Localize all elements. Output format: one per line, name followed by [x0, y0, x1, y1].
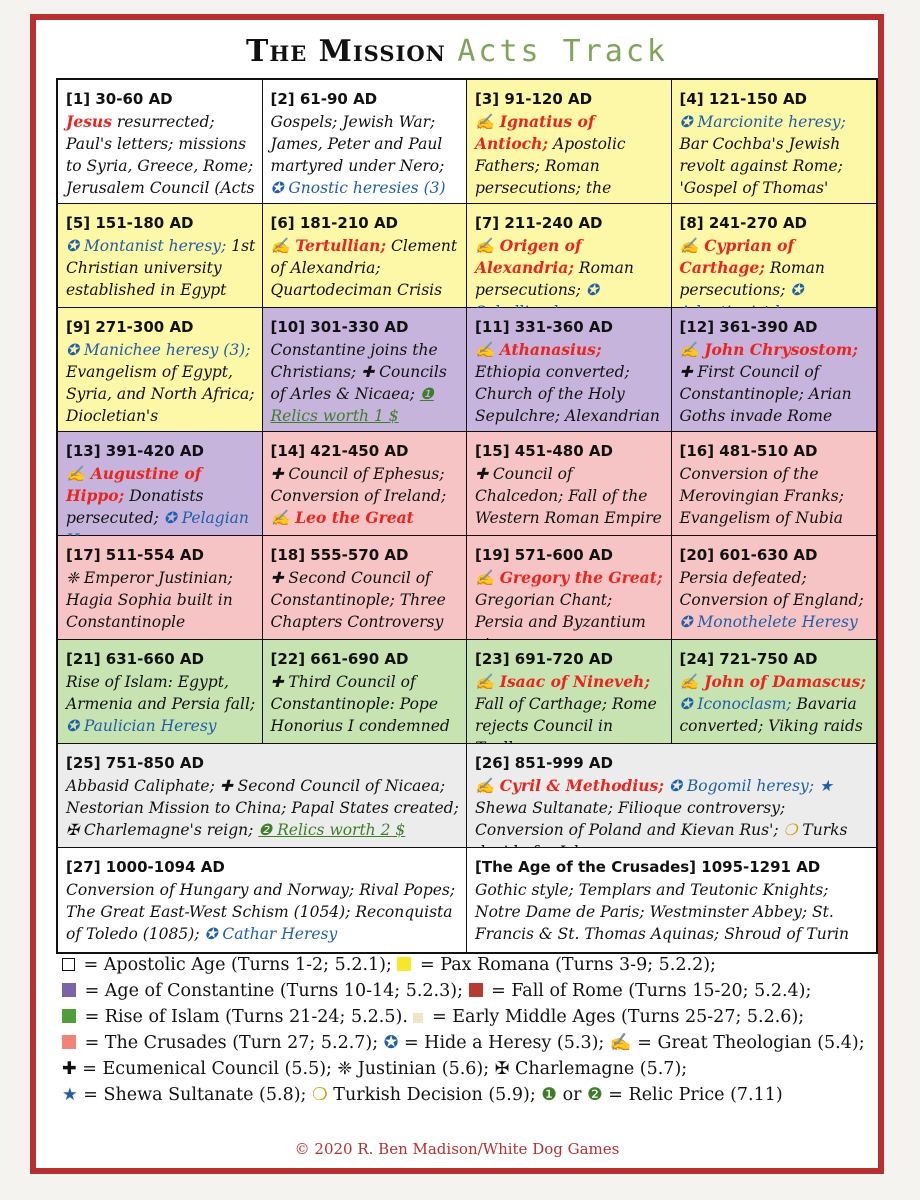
cell-header: [20] 601-630 AD [679, 546, 818, 564]
cell-text: ❷ Relics worth 2 $ [258, 821, 406, 839]
legend-text: = Fall of Rome (Turns 15-20; 5.2.4); [485, 981, 812, 1001]
cell-text: Ethiopia converted; Church of the Holy Sepulchre; Alexandrian [475, 363, 660, 425]
cell-text: ❶ Relics worth 1 $ [270, 385, 434, 425]
legend-line [62, 1030, 882, 1056]
title-main: The Mission [246, 34, 446, 69]
cell-text: ✍ John of Damascus; [679, 672, 867, 691]
legend-text: ❈ [337, 1059, 353, 1079]
cell-text: ✪ [790, 281, 804, 299]
cell-body [475, 463, 665, 529]
cell-header: [22] 661-690 AD [270, 650, 409, 668]
cell-header: [14] 421-450 AD [270, 442, 409, 460]
legend-swatch [62, 1009, 76, 1023]
cell-text: ✪ [585, 281, 599, 299]
cell-header: [3] 91-120 AD [475, 90, 593, 108]
cell-text: ✚ Council of Chalcedon; Fall of the Western Roman Empire [475, 465, 662, 527]
cell-text: ✪ Pelagian [163, 509, 249, 527]
cell-text: Jesus [66, 112, 112, 131]
legend-line [62, 1056, 882, 1082]
track-cell [58, 204, 263, 308]
legend-swatch [62, 983, 76, 997]
legend-text: = Ecumenical Council (5.5); [76, 1059, 338, 1079]
title-accent: Acts Track [457, 34, 668, 69]
legend-line [62, 978, 882, 1004]
cell-header: [18] 555-570 AD [270, 546, 409, 564]
legend [62, 952, 882, 1108]
track-cell [467, 308, 672, 432]
cell-body [66, 879, 460, 945]
track-cell [672, 308, 877, 432]
cell-header: [11] 331-360 AD [475, 318, 613, 336]
cell-text: ✚ Second Council of Constantinople; Three Chapters Controversy [270, 569, 446, 631]
track-cell [467, 204, 672, 308]
cell-text: ★ [818, 777, 833, 795]
legend-line [62, 1082, 882, 1108]
cell-text: ✪ Gnostic heresies (3) [270, 179, 446, 197]
cell-text: ✚ Third Council of Constantinople: Pope Honorius I condemned [270, 673, 450, 735]
cell-text: Conversion of Hungary and Norway; Rival Popes; The Great East-West Schism (1054); Reconquista of Toledo (1085); [66, 881, 456, 943]
cell-text: ✪ Montanist heresy; [66, 237, 227, 255]
legend-text: ❍ [312, 1085, 328, 1105]
cell-header: [23] 691-720 AD [475, 650, 613, 668]
cell-text: ✪ Manichee heresy (3); [66, 341, 251, 359]
track-cell [467, 848, 876, 952]
cell-text: Roman persecutions; [475, 259, 634, 299]
cell-text: Fall of Carthage; Rome rejects Council in [475, 695, 657, 735]
track-cell [467, 744, 876, 848]
legend-swatch [397, 957, 411, 971]
cell-text: ✚ Council of Ephesus; Conversion of Ireland; [270, 465, 447, 505]
cell-header: [27] 1000-1094 AD [66, 858, 225, 876]
cell-header: [26] 851-999 AD [475, 754, 613, 772]
legend-text: ✍ [609, 1033, 632, 1053]
legend-swatch [62, 958, 75, 971]
legend-text: ✚ [62, 1059, 77, 1079]
cell-text: Apostolic Fathers; Roman persecutions; the [475, 135, 626, 197]
cell-text: ✪ Marcionite heresy; [679, 113, 846, 131]
cell-header: [15] 451-480 AD [475, 442, 613, 460]
cell-text: Donatists persecuted; [66, 487, 204, 527]
page-frame [30, 14, 884, 1174]
cell-text: ✍ Tertullian; [270, 236, 387, 255]
cell-header: [2] 61-90 AD [270, 90, 378, 108]
cell-header: [10] 301-330 AD [270, 318, 409, 336]
track-cell [58, 80, 263, 204]
cell-text: ✍ Gregory the Great; [475, 568, 663, 587]
cell-text: ✪ Bogomil heresy; [668, 777, 815, 795]
track-cell [58, 744, 467, 848]
legend-text: Turkish Decision (5.9); [327, 1085, 542, 1105]
cell-text: Shewa Sultanate; Filioque controversy; Conversion of Poland and Kievan Rus'; [475, 799, 786, 839]
cell-text: Gothic style; Templars and Teutonic Knights; Notre Dame de Paris; Westminster Abbey; St. Francis & St. Thomas Aquinas; Shroud of Turin [475, 881, 850, 943]
cell-text: ✍ Cyprian of Carthage; [679, 236, 795, 277]
track-cell [263, 80, 468, 204]
cell-header: [21] 631-660 AD [66, 650, 204, 668]
cell-text: Evangelism of Egypt, Syria, and North Africa; Diocletian's [66, 363, 255, 425]
legend-text: = Shewa Sultanate (5.8); [77, 1085, 313, 1105]
legend-swatch [62, 1035, 76, 1049]
cell-text: Abbasid Caliphate; ✚ Second Council of Nicaea; Nestorian Mission to China; Papal States created; ✠ Charlemagne's reign; [66, 777, 459, 839]
cell-body [680, 463, 871, 529]
cell-text: Rise of Islam: Egypt, Armenia and Persia fall; [66, 673, 256, 713]
cell-text: ✍ Origen of Alexandria; [475, 236, 582, 277]
cell-text: Gospels; Jewish War; James, Peter and Paul martyred under Nero; [270, 113, 445, 175]
legend-text: = Great Theologian (5.4); [631, 1033, 865, 1053]
cell-body [271, 463, 461, 529]
track-cell [467, 536, 672, 640]
cell-body [271, 671, 461, 737]
cell-text: 1st Christian university established in Egypt [66, 237, 256, 299]
track-cell [672, 204, 877, 308]
legend-text: or [557, 1085, 588, 1105]
cell-header: [9] 271-300 AD [66, 318, 194, 336]
cell-text: ✚ First Council of Constantinople; Arian Goths invade Rome [679, 363, 852, 425]
track-cell [467, 640, 672, 744]
cell-body [680, 111, 871, 199]
legend-text: = Hide a Heresy (5.3); [398, 1033, 610, 1053]
track-cell [263, 204, 468, 308]
cell-body [66, 235, 256, 301]
legend-text: Justinian (5.6); [352, 1059, 495, 1079]
cell-body [66, 567, 256, 633]
cell-header: [25] 751-850 AD [66, 754, 204, 772]
cell-header: [8] 241-270 AD [679, 214, 807, 232]
track-cell [58, 640, 263, 744]
cell-body [66, 775, 460, 841]
cell-body [680, 671, 871, 737]
cell-text: ✍ Isaac of Nineveh; [475, 672, 651, 691]
cell-text: ✪ Paulician Heresy [66, 717, 217, 735]
legend-text: ❶ [541, 1085, 557, 1105]
cell-text: Conversion of the Merovingian Franks; Evangelism of Nubia [679, 465, 844, 527]
legend-text: = Pax Romana (Turns 3-9; 5.2.2); [414, 955, 716, 975]
track-cell [467, 432, 672, 536]
acts-track-grid [56, 78, 878, 954]
cell-header: [6] 181-210 AD [270, 214, 398, 232]
cell-body [680, 567, 871, 633]
cell-header: [7] 211-240 AD [475, 214, 603, 232]
cell-header: [4] 121-150 AD [679, 90, 807, 108]
cell-text: ✍ Augustine of Hippo; [66, 464, 202, 505]
cell-text: ❈ Emperor Justinian; Hagia Sophia built in Constantinople [66, 569, 233, 631]
cell-text: ✍ Athanasius; [475, 340, 602, 359]
cell-body [271, 235, 461, 301]
cell-text: Turks [802, 821, 848, 839]
legend-text: ★ [62, 1085, 78, 1105]
cell-text: Gregorian Chant; Persia and Byzantium [475, 591, 646, 631]
track-cell [263, 640, 468, 744]
cell-header: [17] 511-554 AD [66, 546, 204, 564]
track-cell [672, 640, 877, 744]
cell-header: [1] 30-60 AD [66, 90, 173, 108]
cell-text: Clement of Alexandria; Quartodeciman Crisis [270, 237, 458, 299]
cell-text: ✍ Cyril & Methodius; [475, 776, 664, 795]
cell-text: ✪ Cathar Heresy [204, 925, 338, 943]
cell-body [680, 339, 871, 427]
track-cell [58, 432, 263, 536]
legend-text: = The Crusades (Turn 27; 5.2.7); [79, 1033, 384, 1053]
legend-text: ❷ [587, 1085, 603, 1105]
legend-text: ✪ [383, 1033, 399, 1053]
cell-header: [13] 391-420 AD [66, 442, 204, 460]
cell-header: [12] 361-390 AD [679, 318, 818, 336]
legend-swatch [413, 1013, 423, 1023]
cell-text: ✪ Monothelete Heresy [679, 613, 858, 631]
cell-body [271, 339, 461, 427]
cell-text: ✍ Leo the Great [270, 508, 414, 527]
cell-header: [19] 571-600 AD [475, 546, 613, 564]
cell-header: [5] 151-180 AD [66, 214, 194, 232]
cell-body [66, 671, 256, 737]
cell-text: Constantine joins the Christians; ✚ Councils of Arles & Nicaea; [270, 341, 447, 403]
track-cell [672, 80, 877, 204]
track-cell [58, 848, 467, 952]
track-cell [263, 536, 468, 640]
legend-text: = Age of Constantine (Turns 10-14; 5.2.3); [79, 981, 469, 1001]
cell-text: ✍ John Chrysostom; [679, 340, 858, 359]
legend-text: = Apostolic Age (Turns 1-2; 5.2.1); [78, 955, 398, 975]
cell-text: Bavaria converted; Viking raids [679, 695, 863, 735]
cell-text: Persia defeated; Conversion of England; [679, 569, 864, 609]
legend-text: ✠ [494, 1059, 510, 1079]
track-cell [467, 80, 672, 204]
cell-header: [24] 721-750 AD [679, 650, 818, 668]
cell-text: ✪ Iconoclasm; [679, 695, 792, 713]
copyright: © 2020 R. Ben Madison/White Dog Games [294, 1140, 620, 1158]
legend-text: Charlemagne (5.7); [509, 1059, 688, 1079]
cell-text: Roman persecutions; [679, 259, 825, 299]
page-title [36, 34, 878, 69]
track-cell [58, 536, 263, 640]
cell-text: ✍ Ignatius of Antioch; [475, 112, 595, 153]
track-cell [263, 432, 468, 536]
track-cell [58, 308, 263, 432]
legend-text: = Early Middle Ages (Turns 25-27; 5.2.6); [426, 1007, 805, 1027]
cell-text: ❍ [783, 821, 798, 839]
cell-body [271, 111, 461, 199]
legend-line [62, 1004, 882, 1030]
cell-text: Bar Cochba's Jewish revolt against Rome; 'Gospel of Thomas' [679, 135, 843, 197]
legend-line [62, 952, 882, 978]
cell-body [475, 879, 870, 945]
legend-text: = Rise of Islam (Turns 21-24; 5.2.5). [79, 1007, 414, 1027]
cell-header: [The Age of the Crusades] 1095-1291 AD [475, 858, 821, 876]
legend-swatch [469, 983, 483, 997]
cell-text: resurrected; Paul's letters; missions to Syria, Greece, Rome; Jerusalem Council (Acts [66, 113, 255, 197]
cell-body [271, 567, 461, 633]
cell-header: [16] 481-510 AD [679, 442, 818, 460]
track-cell [263, 308, 468, 432]
track-cell [672, 432, 877, 536]
track-cell [672, 536, 877, 640]
legend-text: = Relic Price (7.11) [602, 1085, 783, 1105]
